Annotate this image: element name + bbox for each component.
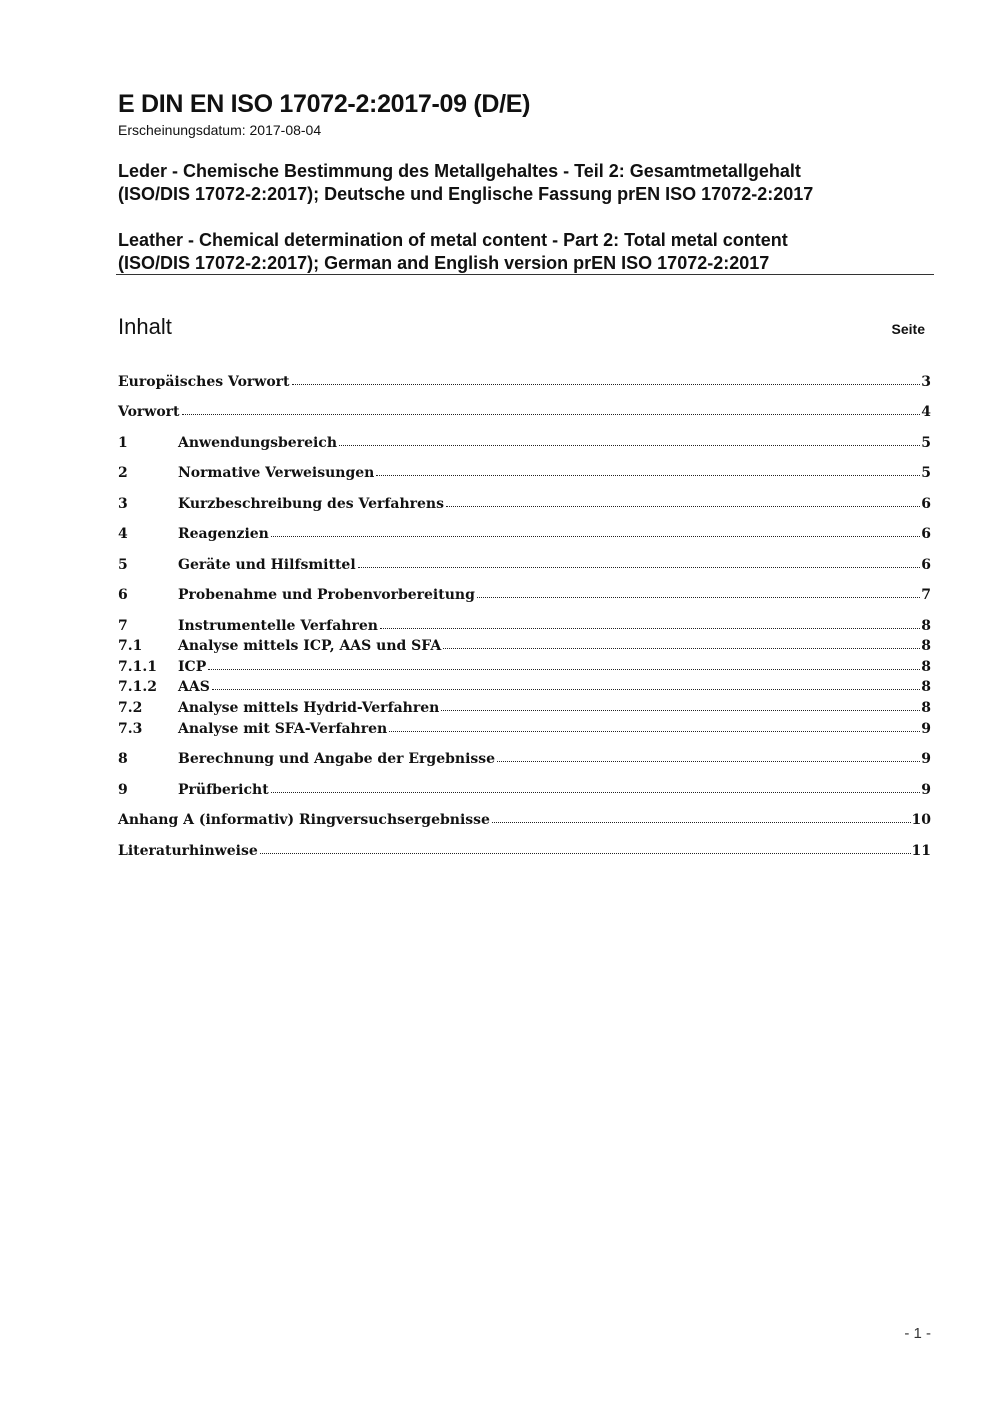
toc-entry-number: 7 [118,618,128,634]
toc-entry[interactable] [118,717,931,737]
toc-dot-leader [208,669,920,670]
toc-entry[interactable] [118,747,931,767]
toc-entry-title: Analyse mittels Hydrid-Verfahren [178,700,440,716]
toc-dot-leader [358,567,921,568]
publication-date: Erscheinungsdatum: 2017-08-04 [118,122,322,138]
toc-entry-number: 7.1.2 [118,679,157,695]
toc-entry-number: 4 [118,526,128,542]
toc-entry-page: 8 [921,659,931,675]
toc-dot-leader [376,475,920,476]
toc-entry-page: 8 [921,618,931,634]
toc-dot-leader [271,792,921,793]
toc-entry-page: 3 [921,374,931,390]
toc-entry-page: 7 [921,587,931,603]
toc-entry-page: 6 [921,496,931,512]
toc-entry[interactable] [118,675,931,695]
title-german-line-1: Leder - Chemische Bestimmung des Metallgehaltes - Teil 2: Gesamtmetallgehalt [118,161,801,181]
toc-entry-number: 6 [118,587,128,603]
toc-heading: Inhalt [118,314,172,339]
toc-entry-title: Kurzbeschreibung des Verfahrens [178,496,444,512]
toc-entry[interactable] [118,522,931,542]
toc-entry-page: 9 [921,782,931,798]
toc-entry[interactable] [118,778,931,798]
toc-entry-title: Prüfbericht [178,782,269,798]
toc-dot-leader [212,689,920,690]
toc-entry-number: 7.1.1 [118,659,157,675]
toc-dot-leader [441,710,920,711]
toc-entry[interactable] [118,839,931,859]
toc-entry-page: 6 [921,557,931,573]
toc-entry-number: 5 [118,557,128,573]
toc-entry-page: 9 [921,721,931,737]
toc-dot-leader [380,628,920,629]
toc-entry-number: 7.3 [118,721,143,737]
toc-dot-leader [271,536,920,537]
toc-dot-leader [446,506,920,507]
title-german [118,160,813,206]
toc-entry-title: Instrumentelle Verfahren [178,618,378,634]
toc-entry[interactable] [118,655,931,675]
toc-entry-number: 7.2 [118,700,143,716]
toc-dot-leader [477,597,920,598]
toc-entry-title: Geräte und Hilfsmittel [178,557,356,573]
toc-entry-title: AAS [178,679,210,695]
toc-entry[interactable] [118,634,931,654]
toc-entry-number: 8 [118,751,128,767]
toc-dot-leader [292,384,921,385]
title-english [118,229,788,275]
toc-entry-page: 6 [921,526,931,542]
toc-entry-page: 8 [921,679,931,695]
toc-entry[interactable] [118,461,931,481]
toc-entry[interactable] [118,492,931,512]
toc-entry-title: Analyse mittels ICP, AAS und SFA [178,638,442,654]
toc-entry-title: Europäisches Vorwort [118,374,290,390]
toc-entry-title: Analyse mit SFA-Verfahren [178,721,388,737]
toc-entry-page: 8 [921,700,931,716]
toc-entry[interactable] [118,583,931,603]
toc-entry-number: 9 [118,782,128,798]
toc-entry-page: 11 [911,843,931,859]
document-id: E DIN EN ISO 17072-2:2017-09 (D/E) [118,90,531,118]
toc-entry[interactable] [118,370,931,390]
toc-entry-title: Vorwort [118,404,180,420]
toc-dot-leader [492,822,911,823]
toc-dot-leader [443,648,920,649]
toc-entry-title: Literaturhinweise [118,843,258,859]
title-german-line-2: (ISO/DIS 17072-2:2017); Deutsche und Englische Fassung prEN ISO 17072-2:2017 [118,184,814,204]
toc-entry-page: 4 [921,404,931,420]
toc-entry-title: Berechnung und Angabe der Ergebnisse [178,751,496,767]
toc-entry[interactable] [118,431,931,451]
toc-page-column-label: Seite [891,321,925,337]
toc-entry-page: 5 [921,465,931,481]
toc-dot-leader [339,445,920,446]
toc-dot-leader [182,414,921,415]
toc-entry-number: 3 [118,496,128,512]
toc-entry[interactable] [118,553,931,573]
toc-entry-title: ICP [178,659,207,675]
toc-entry-number: 1 [118,435,128,451]
toc-entry[interactable] [118,696,931,716]
toc-entry-page: 8 [921,638,931,654]
toc-entry-title: Anwendungsbereich [178,435,337,451]
toc-dot-leader [260,853,911,854]
title-english-line-2: (ISO/DIS 17072-2:2017); German and English version prEN ISO 17072-2:2017 [118,253,770,273]
toc-entry-page: 9 [921,751,931,767]
header-divider [116,274,934,275]
page-number: - 1 - [904,1325,931,1342]
toc-entry[interactable] [118,614,931,634]
toc-entry[interactable] [118,808,931,828]
toc-entry-number: 7.1 [118,638,143,654]
toc-dot-leader [497,761,920,762]
title-english-line-1: Leather - Chemical determination of metal content - Part 2: Total metal content [118,230,788,250]
toc-entry-title: Reagenzien [178,526,269,542]
toc-entry-number: 2 [118,465,128,481]
toc-entry-title: Normative Verweisungen [178,465,375,481]
toc-entry-title: Anhang A (informativ) Ringversuchsergebnisse [118,812,490,828]
toc-entry-title: Probenahme und Probenvorbereitung [178,587,475,603]
toc-entry-page: 10 [911,812,931,828]
toc-dot-leader [389,731,920,732]
toc-entry[interactable] [118,400,931,420]
toc-entry-page: 5 [921,435,931,451]
